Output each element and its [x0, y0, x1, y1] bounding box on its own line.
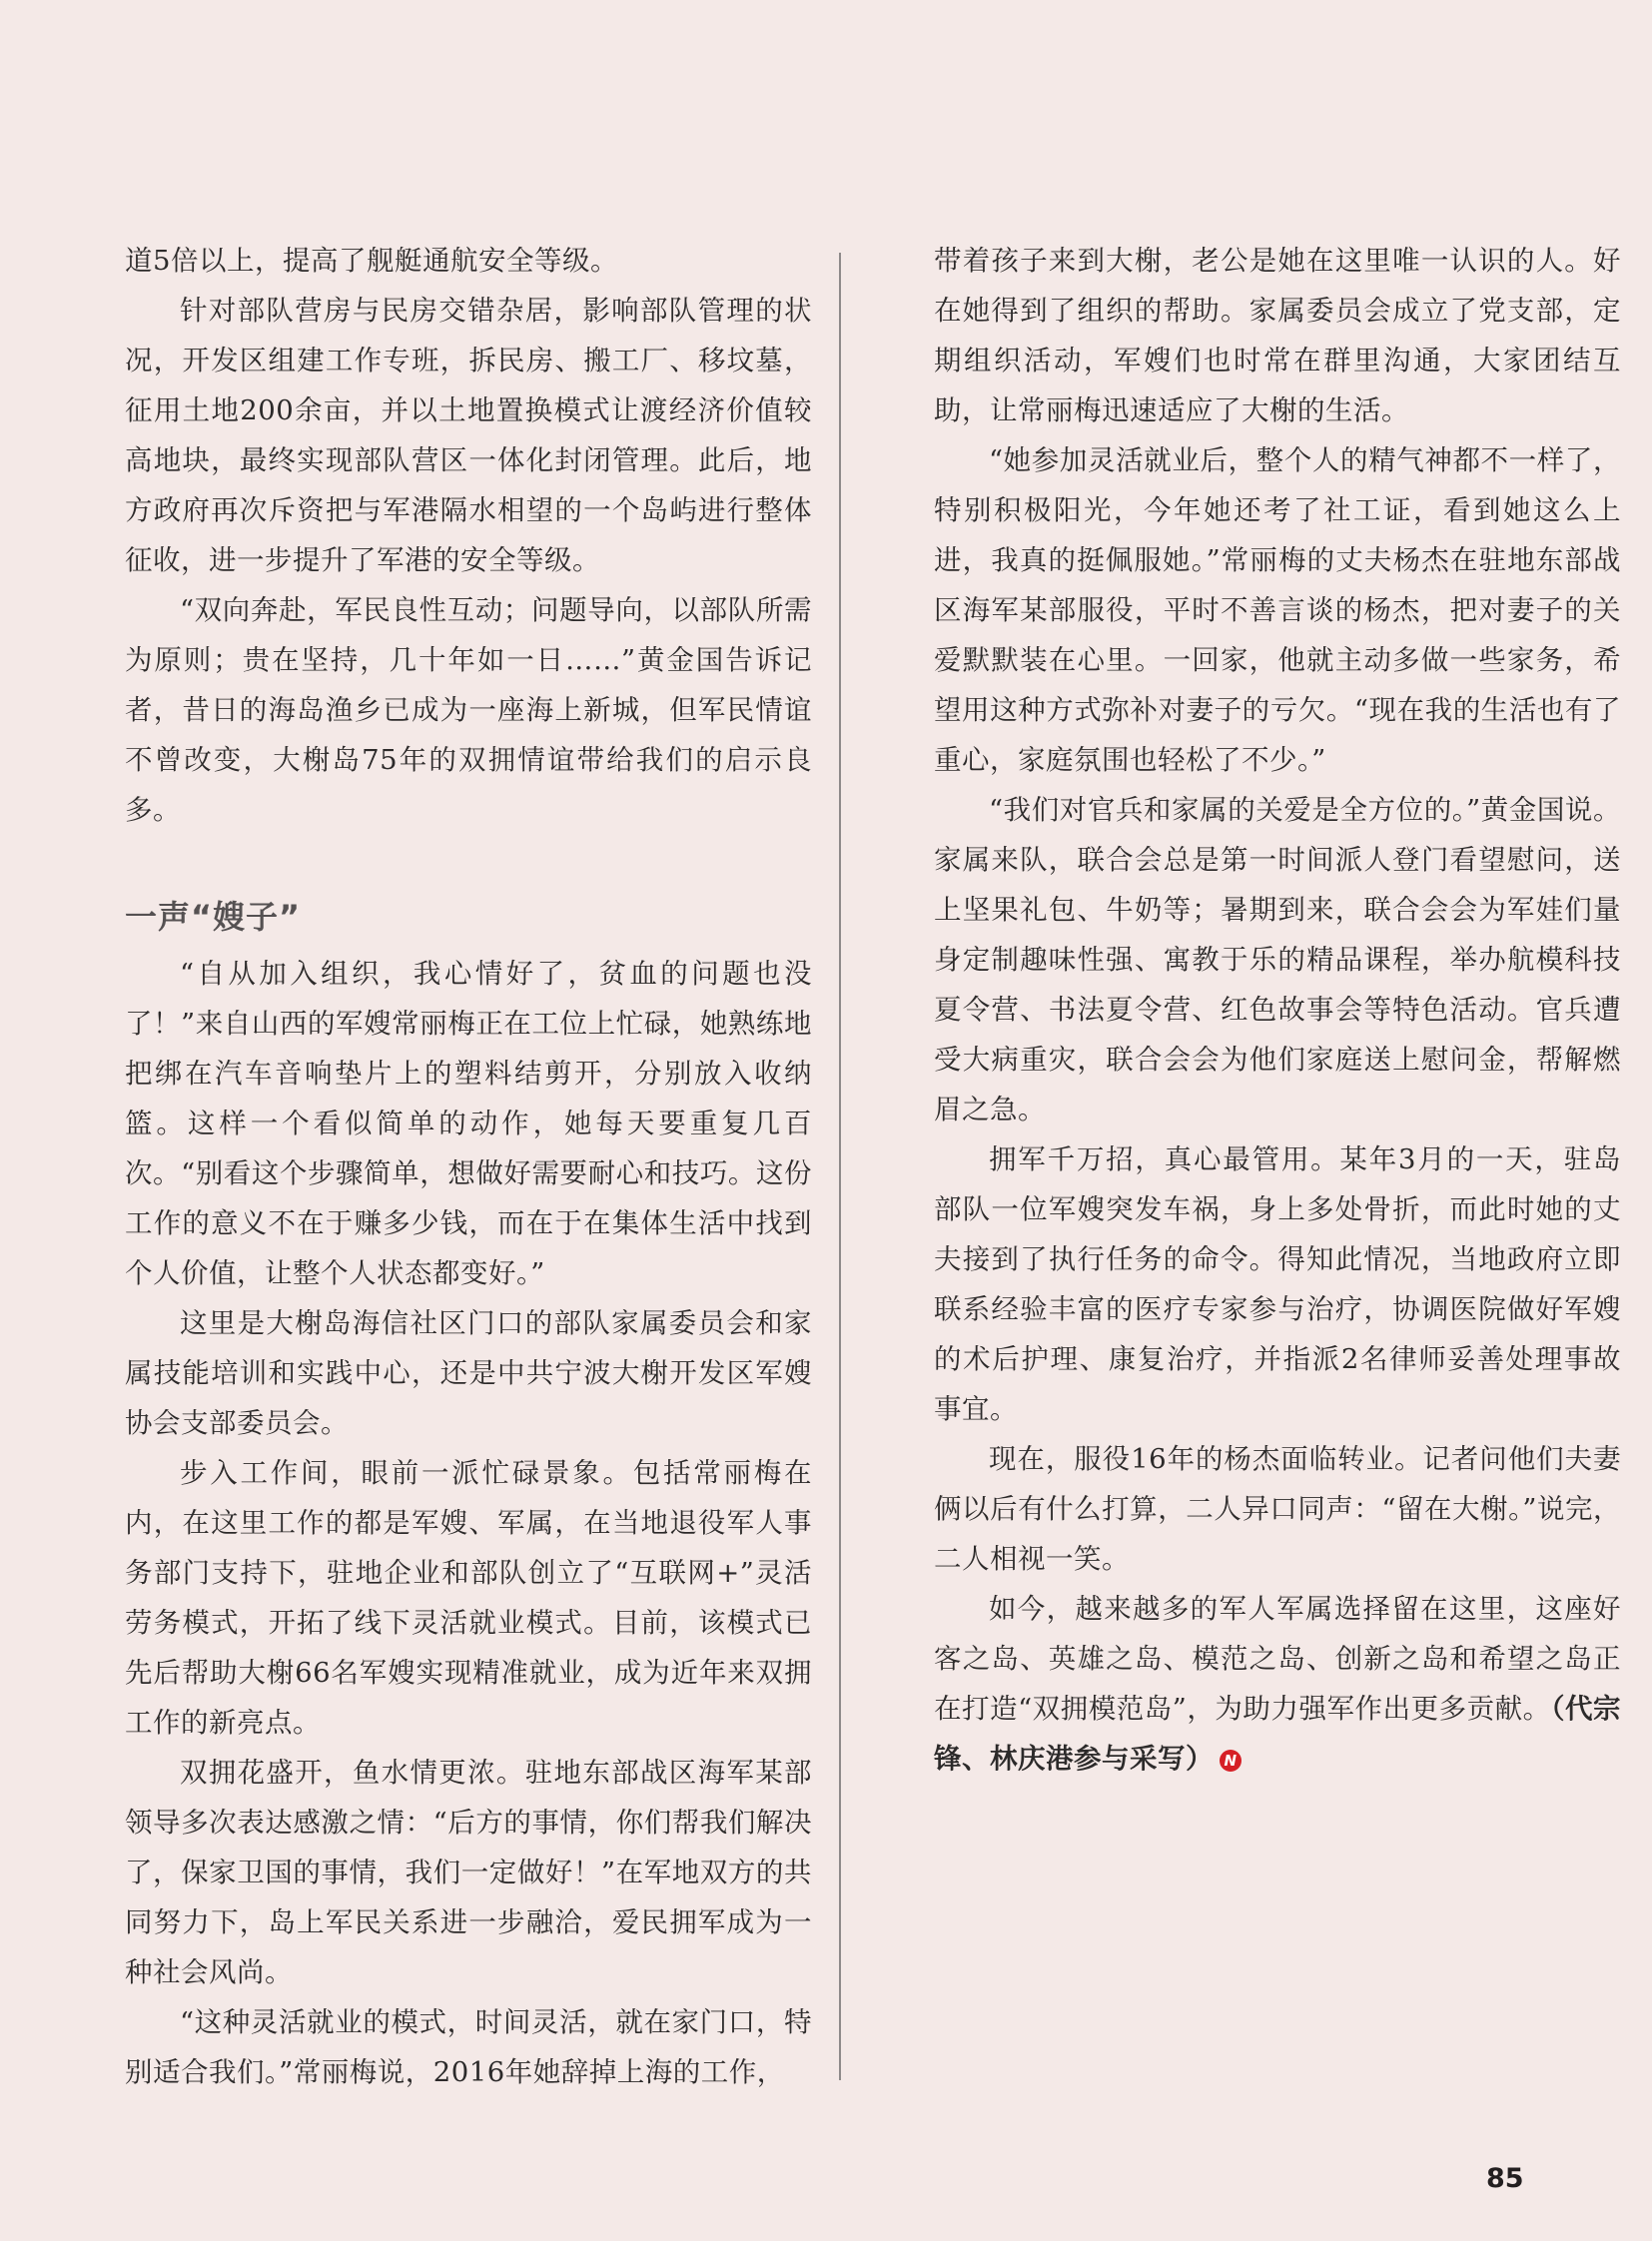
- byline: （代宗锋、林庆港参与采写）: [934, 1693, 1622, 1775]
- paragraph-continued: 带着孩子来到大榭，老公是她在这里唯一认识的人。好在她得到了组织的帮助。家属委员会成立了党支部，定期组织活动，军嫂们也时常在群里沟通，大家团结互助，让常丽梅迅速适应了大榭的生活。: [934, 245, 1621, 426]
- end-mark-icon: N: [1220, 1750, 1241, 1772]
- paragraph: “自从加入组织，我心情好了，贫血的问题也没了！”来自山西的军嫂常丽梅正在工位上忙碌，她熟练地把绑在汽车音响垫片上的塑料结剪开，分别放入收纳篮。这样一个看似简单的动作，她每天要重复几百次。“别看这个步骤简单，想做好需要耐心和技巧。这份工作的意义不在于赚多少钱，而在于在集体生活中找到个人价值，让整个人状态都变好。”: [125, 958, 812, 1289]
- paragraph: 步入工作间，眼前一派忙碌景象。包括常丽梅在内，在这里工作的都是军嫂、军属，在当地退役军人事务部门支持下，驻地企业和部队创立了“互联网+”灵活劳务模式，开拓了线下灵活就业模式。目前，该模式已先后帮助大榭66名军嫂实现精准就业，成为近年来双拥工作的新亮点。: [125, 1457, 812, 1739]
- column-divider: [839, 253, 841, 2080]
- paragraph: 这里是大榭岛海信社区门口的部队家属委员会和家属技能培训和实践中心，还是中共宁波大榭开发区军嫂协会支部委员会。: [125, 1307, 812, 1439]
- closing-paragraph: [934, 1584, 1621, 1784]
- closing-paragraph-text: 如今，越来越多的军人军属选择留在这里，这座好客之岛、英雄之岛、模范之岛、创新之岛和希望之岛正在打造“双拥模范岛”，为助力强军作出更多贡献。: [934, 1593, 1621, 1725]
- paragraph: 拥军千万招，真心最管用。某年3月的一天，驻岛部队一位军嫂突发车祸，身上多处骨折，而此时她的丈夫接到了执行任务的命令。得知此情况，当地政府立即联系经验丰富的医疗专家参与治疗，协调医院做好军嫂的术后护理、康复治疗，并指派2名律师妥善处理事故事宜。: [934, 1143, 1621, 1425]
- paragraph-continued: 道5倍以上，提高了舰艇通航安全等级。: [125, 245, 618, 277]
- page-number: 85: [1486, 2163, 1524, 2194]
- right-column: [934, 236, 1621, 1784]
- paragraph: “双向奔赴，军民良性互动；问题导向，以部队所需为原则；贵在坚持，几十年如一日……”黄金国告诉记者，昔日的海岛渔乡已成为一座海上新城，但军民情谊不曾改变，大榭岛75年的双拥情谊带给我们的启示良多。: [125, 594, 812, 826]
- paragraph: “她参加灵活就业后，整个人的精气神都不一样了，特别积极阳光，今年她还考了社工证，看到她这么上进，我真的挺佩服她。”常丽梅的丈夫杨杰在驻地东部战区海军某部服役，平时不善言谈的杨杰，把对妻子的关爱默默装在心里。一回家，他就主动多做一些家务，希望用这种方式弥补对妻子的亏欠。“现在我的生活也有了重心，家庭氛围也轻松了不少。”: [934, 444, 1621, 776]
- paragraph: 现在，服役16年的杨杰面临转业。记者问他们夫妻俩以后有什么打算，二人异口同声：“留在大榭。”说完，二人相视一笑。: [934, 1443, 1621, 1575]
- paragraph: 针对部队营房与民房交错杂居，影响部队管理的状况，开发区组建工作专班，拆民房、搬工厂、移坟墓，征用土地200余亩，并以土地置换模式让渡经济价值较高地块，最终实现部队营区一体化封闭管理。此后，地方政府再次斥资把与军港隔水相望的一个岛屿进行整体征收，进一步提升了军港的安全等级。: [125, 295, 812, 576]
- paragraph: “这种灵活就业的模式，时间灵活，就在家门口，特别适合我们。”常丽梅说，2016年她辞掉上海的工作，: [125, 2006, 812, 2088]
- paragraph: 双拥花盛开，鱼水情更浓。驻地东部战区海军某部领导多次表达感激之情：“后方的事情，你们帮我们解决了，保家卫国的事情，我们一定做好！”在军地双方的共同努力下，岛上军民关系进一步融洽，爱民拥军成为一种社会风尚。: [125, 1757, 812, 1988]
- left-column: [125, 236, 812, 2097]
- paragraph: “我们对官兵和家属的关爱是全方位的。”黄金国说。家属来队，联合会总是第一时间派人登门看望慰问，送上坚果礼包、牛奶等；暑期到来，联合会会为军娃们量身定制趣味性强、寓教于乐的精品课程，举办航模科技夏令营、书法夏令营、红色故事会等特色活动。官兵遭受大病重灾，联合会会为他们家庭送上慰问金，帮解燃眉之急。: [934, 794, 1621, 1125]
- section-heading: 一声“嫂子”: [125, 898, 302, 936]
